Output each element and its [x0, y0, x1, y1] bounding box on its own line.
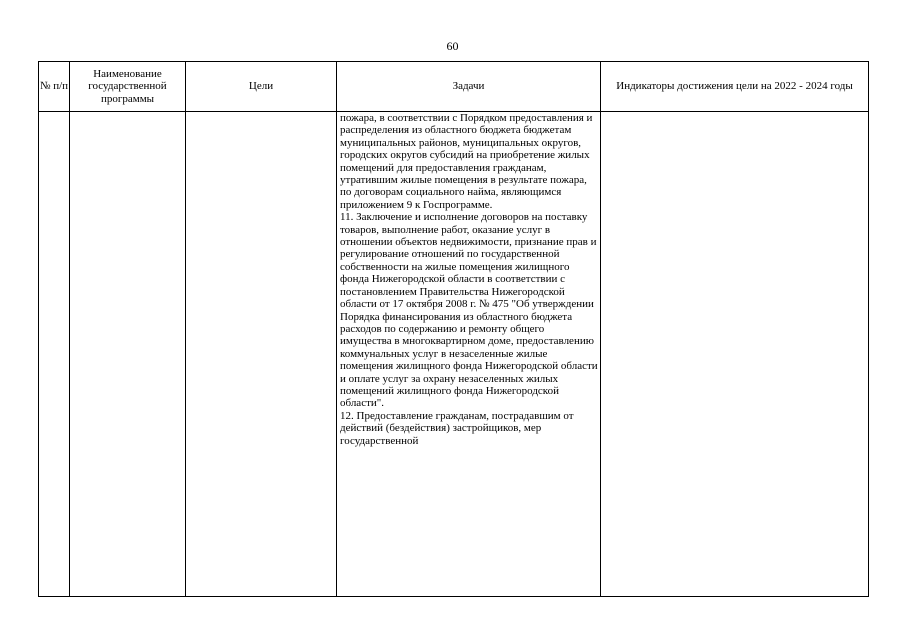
header-tasks: Задачи [337, 62, 601, 112]
header-num: № п/п [39, 62, 70, 112]
tasks-paragraph: пожара, в соответствии с Порядком предоставления и распределения из областного бюджета бюджетам муниципальных районов, муниципальных округов, городских округов субсидий на приобретение жилых помещений для предоставления гражданам, утратившим жилые помещения в результате пожара, по договорам социального найма, являющимся приложением 9 к Госпрограмме. [340, 112, 593, 211]
cell-num [39, 112, 70, 597]
header-program-name: Наименование государственной программы [70, 62, 186, 112]
page-number: 60 [446, 39, 459, 53]
cell-goals [186, 112, 337, 597]
table-header-row [39, 62, 869, 112]
header-indicators: Индикаторы достижения цели на 2022 - 2024 годы [601, 62, 869, 112]
cell-tasks [337, 112, 601, 597]
cell-indicators [601, 112, 869, 597]
tasks-paragraph: 12. Предоставление гражданам, пострадавшим от действий (бездействия) застройщиков, мер государственной [340, 409, 574, 447]
tasks-paragraph: 11. Заключение и исполнение договоров на поставку товаров, выполнение работ, оказание услуг в отношении объектов недвижимости, признание прав и регулирование отношений по государственной собственности на жилые помещения жилищного фонда Нижегородской области в соответствии с постановлением Правительства Нижегородской области от 17 октября 2008 г. № 475 "Об утверждении Порядка финансирования из областного бюджета расходов по содержанию и ремонту общего имущества в многоквартирном доме, предоставлению коммунальных услуг в незаселенные жилые помещения жилищного фонда Нижегородской области и оплате услуг за охрану незаселенных жилых помещений жилищного фонда Нижегородской области". [340, 211, 598, 410]
goals-tasks-table [38, 61, 869, 597]
cell-program-name [70, 112, 186, 597]
table-row [39, 112, 869, 597]
header-goals: Цели [186, 62, 337, 112]
